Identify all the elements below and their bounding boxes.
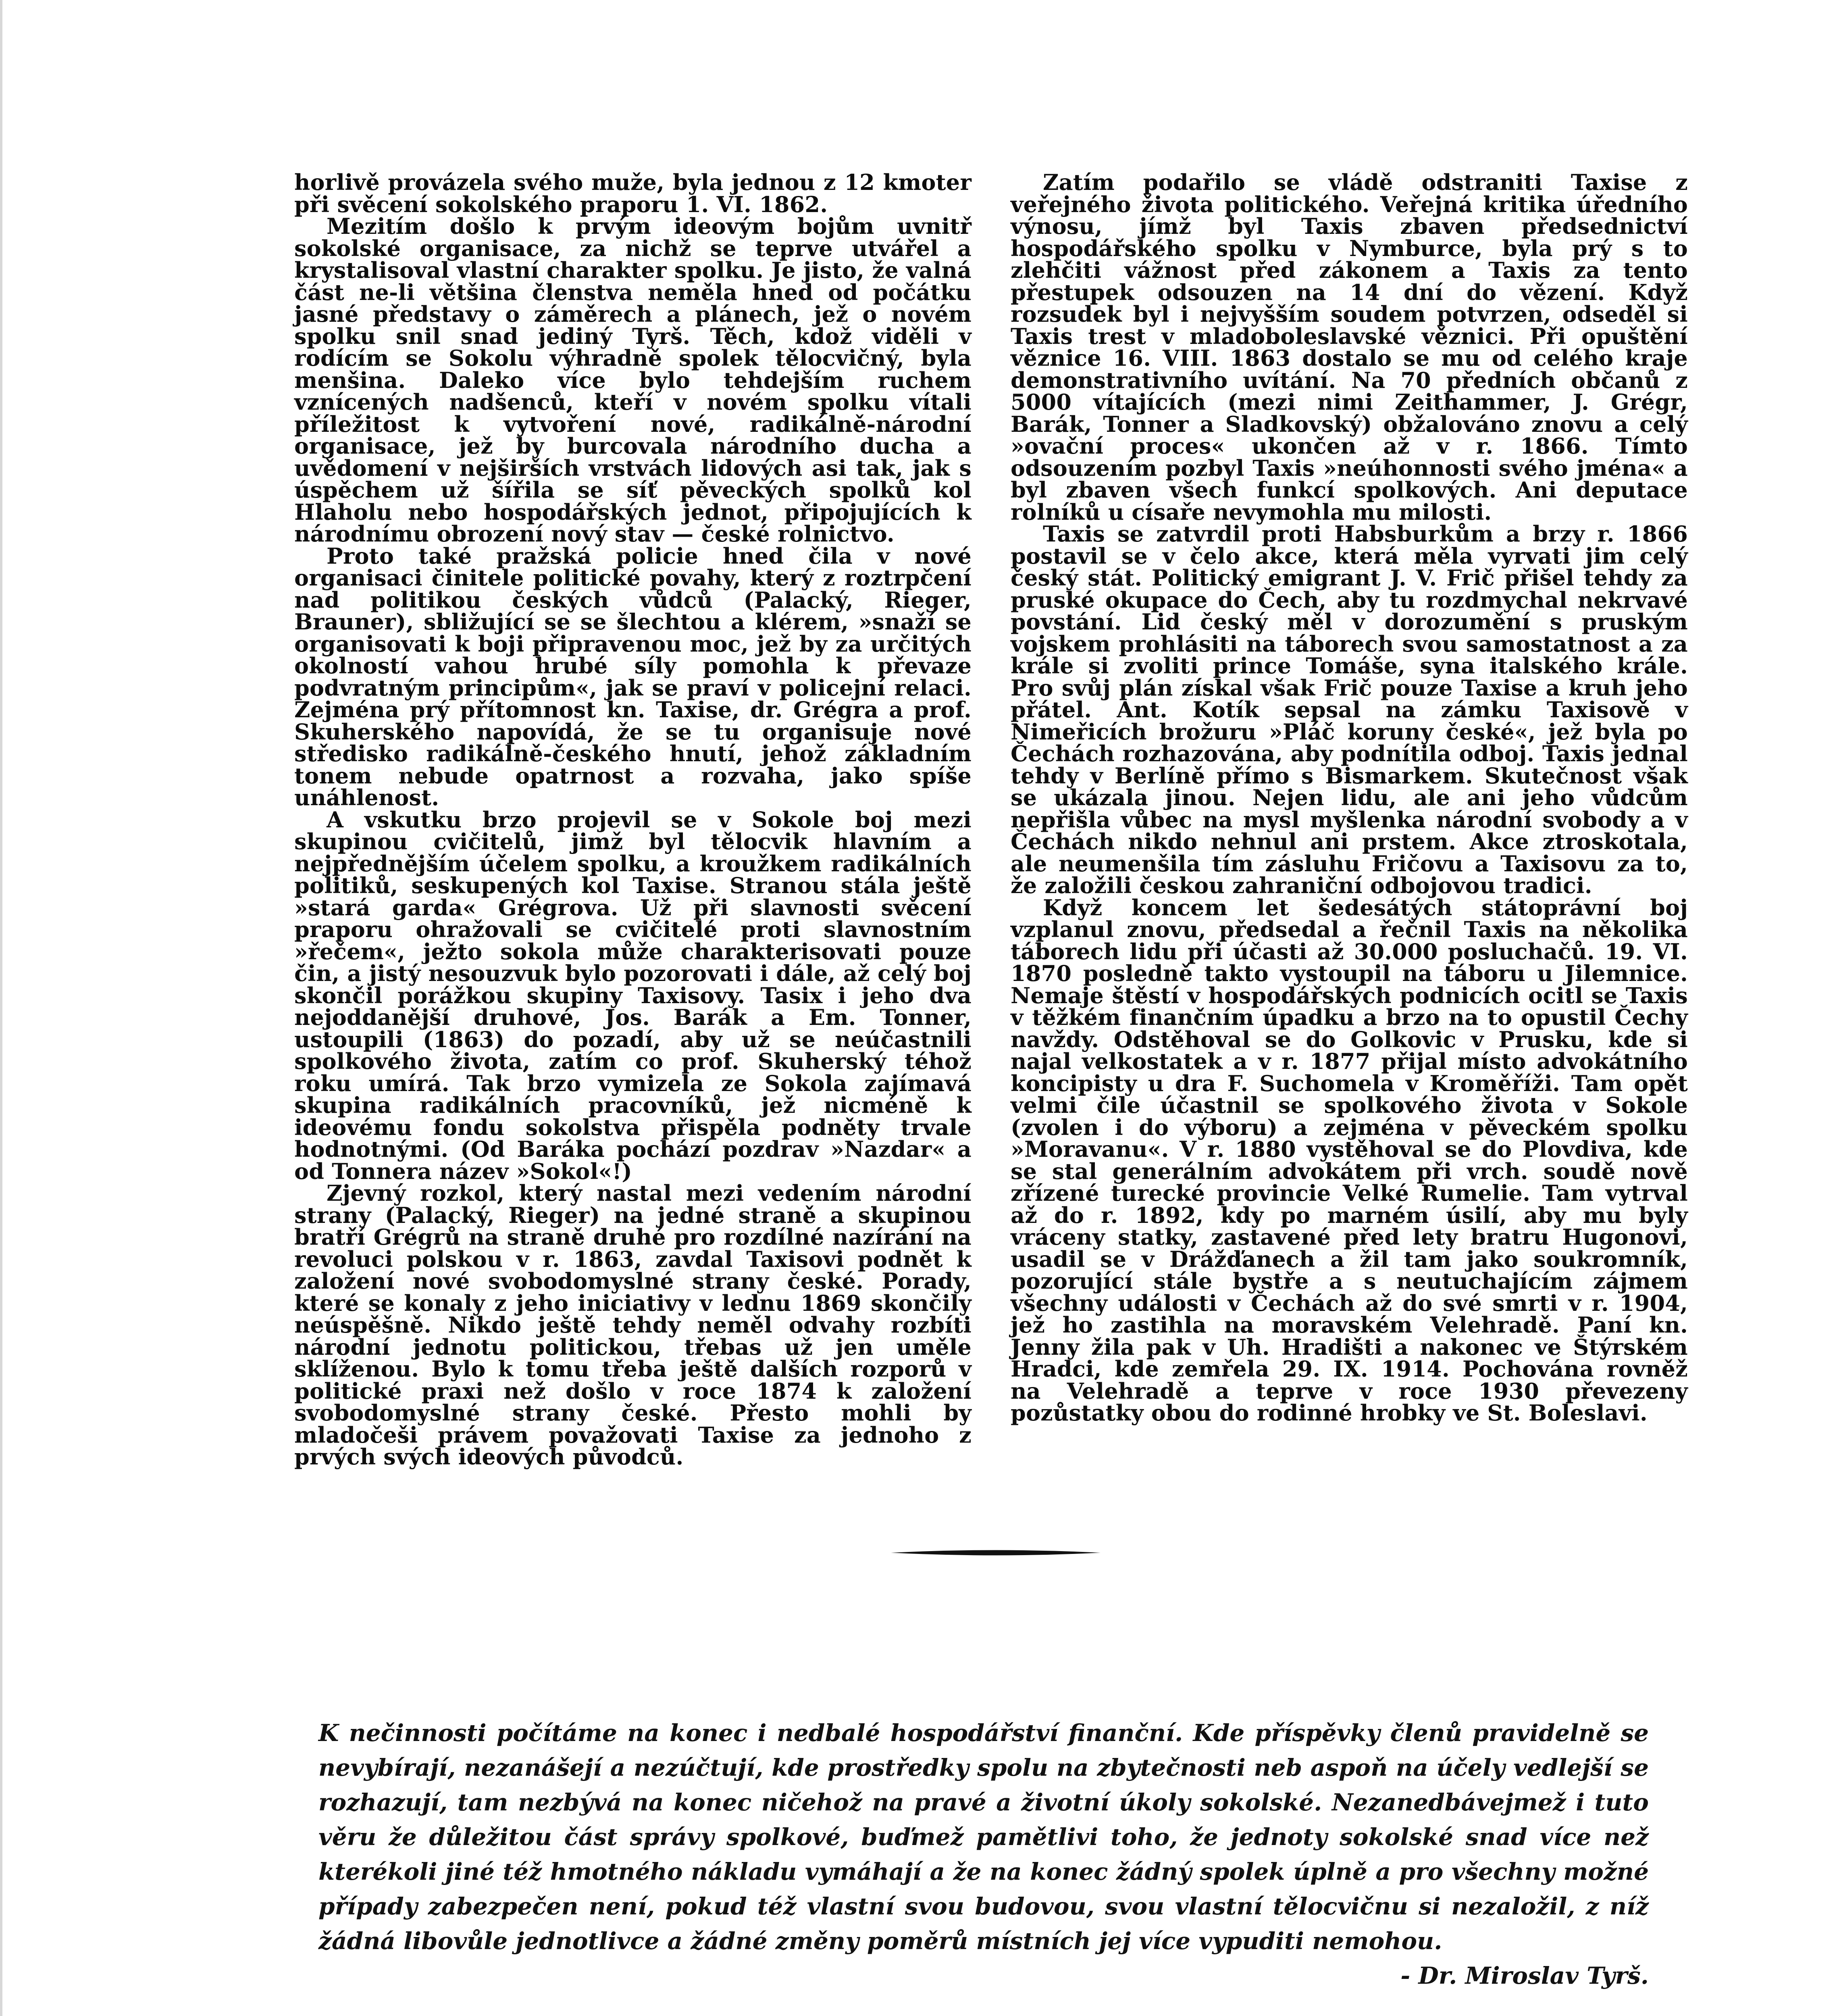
section-divider-ornament bbox=[891, 1549, 1101, 1556]
tyrs-quote bbox=[318, 1716, 1649, 1993]
paragraph: Mezitím došlo k prvým ideovým bojům uvnitř sokolské organisace, za nichž se teprve utvářel a krystalisoval vlastní charakter spolku. Je jisto, že valná část ne-li většina členstva neměla hned od počátku jasné představy o záměrech a plánech, jež o novém spolku snil snad jediný Tyrš. Těch, kdož viděli v rodícím se Sokolu výhradně spolek tělocvičný, byla menšina. Daleko více bylo tehdejším ruchem vznícených nadšenců, kteří v novém spolku vítali příležitost k vytvoření nové, radikálně-národní organisace, jež by burcovala národního ducha a uvědomení v nejširších vrstvách lidových asi tak, jak s úspěchem už šířila se síť pěveckých spolků kol Hlaholu nebo hospodářských jednot, připojujících k národnímu obrození nový stav — české rolnictvo. bbox=[294, 213, 972, 547]
paragraph: Proto také pražská policie hned čila v nové organisaci činitele politické povahy, který z roztrpčení nad politikou českých vůdců (Palacký, Rieger, Brauner), sbližující se se šlechtou a klérem, »snaží se organisovati k boji připravenou moc, jež by za určitých okolností vahou hrubé síly pomohla k převaze podvratným principům«, jak se praví v policejní relaci. Zejména prý přítomnost kn. Taxise, dr. Grégra a prof. Skuherského napovídá, že se tu organisuje nové středisko radikálně-českého hnutí, jehož základním tonem nebude opatrnost a rozvaha, jako spíše unáhlenost. bbox=[294, 543, 972, 810]
paragraph: Zatím podařilo se vládě odstraniti Taxise z veřejného života politického. Veřejná kritika úředního výnosu, jímž byl Taxis zbaven předsednictví hospodářského spolku v Nymburce, byla prý s to zlehčiti vážnost před zákonem a Taxis za tento přestupek odsouzen na 14 dní do vězení. Když rozsudek byl i nejvyšším soudem potvrzen, odseděl si Taxis trest v mladoboleslavské věznici. Při opuštění věznice 16. VIII. 1863 dostalo se mu od celého kraje demonstrativního uvítání. Na 70 předních občanů z 5000 vítajících (mezi nimi Zeithammer, J. Grégr, Barák, Tonner a Sladkovský) obžalováno znovu a celý »ovační proces« ukončen až v r. 1866. Tímto odsouzením pozbyl Taxis »neúhonnosti svého jména« a byl zbaven všech funkcí spolkových. Ani deputace rolníků u císaře nevymohla mu milosti. bbox=[1011, 169, 1688, 525]
quote-text: K nečinnosti počítáme na konec i nedbalé hospodářství finanční. Kde příspěvky členů pravidelně se nevybírají, nezanášejí a nezúčtují, kde prostředky spolu na zbytečnosti neb aspoň na účely vedlejší se rozhazují, tam nezbývá na konec ničehož na pravé a životní úkoly sokolské. Nezanedbávejmež i tuto věru že důležitou část správy spolkové, buďmež pamětlivi toho, že jednoty sokolské snad více než kterékoli jiné též hmotného nákladu vymáhají a že na konec žádný spolek úplně a pro všechny možné případy zabezpečen není, pokud též vlastní svou budovou, svou vlastní tělocvičnu si nezaložil, z níž žádná libovůle jednotlivce a žádné změny poměrů místních jej více vypuditi nemohou. bbox=[318, 1719, 1649, 1955]
right-column bbox=[1011, 171, 1688, 1424]
paragraph: Když koncem let šedesátých státoprávní boj vzplanul znovu, předsedal a řečnil Taxis na několika táborech lidu při účasti až 30.000 posluchačů. 19. VI. 1870 posledně takto vystoupil na táboru u Jilemnice. Nemaje štěstí v hospodářských podnicích ocitl se Taxis v těžkém finančním úpadku a brzo na to opustil Čechy navždy. Odstěhoval se do Golkovic v Prusku, kde si najal velkostatek a v r. 1877 přijal místo advokátního koncipisty u dra F. Suchomela v Kroměříži. Tam opět velmi čile účastnil se spolkového života v Sokole (zvolen i do výboru) a zejména v pěveckém spolku »Moravanu«. V r. 1880 vystěhoval se do Plovdiva, kde se stal generálním advokátem při vrch. soudě nově zřízené turecké provincie Velké Rumelie. Tam vytrval až do r. 1892, kdy po marném úsilí, aby mu byly vráceny statky, zastavené před lety bratru Hugonovi, usadil se v Drážďanech a žil tam jako soukromník, pozorující stále bystře a s neutuchajícím zájmem všechny události v Čechách až do své smrti v r. 1904, jež ho zastihla na moravském Velehradě. Paní kn. Jenny žila pak v Uh. Hradišti a nakonec ve Štýrském Hradci, kde zemřela 29. IX. 1914. Pochována rovněž na Velehradě a teprve v roce 1930 převezeny pozůstatky obou do rodinné hrobky ve St. Boleslavi. bbox=[1011, 894, 1688, 1426]
paragraph: Zjevný rozkol, který nastal mezi vedením národní strany (Palacký, Rieger) na jedné straně a skupinou bratří Grégrů na straně druhé pro rozdílné nazírání na revoluci polskou v r. 1863, zavdal Taxisovi podnět k založení nové svobodomyslné strany české. Porady, které se konaly z jeho iniciativy v lednu 1869 skončily neúspěšně. Nikdo ještě tehdy neměl odvahy rozbíti národní jednotu politickou, třebas už jen uměle sklíženou. Bylo k tomu třeba ještě dalších rozporů v politické praxi než došlo v roce 1874 k založení svobodomyslné strany české. Přesto mohli by mladočeši právem považovati Taxise za jednoho z prvých svých ideových původců. bbox=[294, 1180, 972, 1470]
quote-signature: - Dr. Miroslav Tyrš. bbox=[1400, 1962, 1649, 1989]
paragraph: Taxis se zatvrdil proti Habsburkům a brzy r. 1866 postavil se v čelo akce, která měla vyrvati jim celý český stát. Politický emigrant J. V. Frič přišel tehdy za pruské okupace do Čech, aby tu rozdmychal nekrvavé povstání. Lid český měl v dorozumění s pruským vojskem prohlásiti na táborech svou samostatnost a za krále si zvoliti prince Tomáše, syna italského krále. Pro svůj plán získal však Frič pouze Taxise a kruh jeho přátel. Ant. Kotík sepsal na zámku Taxisově v Nimeřicích brožuru »Pláč koruny české«, jež byla po Čechách rozhazována, aby podnítila odboj. Taxis jednal tehdy v Berlíně přímo s Bismarkem. Skutečnost však se ukázala jinou. Nejen lidu, ale ani jeho vůdcům nepřišla vůbec na mysl myšlenka národní svobody a v Čechách nikdo nehnul ani prstem. Akce ztroskotala, ale neumenšila tím zásluhu Fričovu a Taxisovu za to, že založili českou zahraniční odbojovou tradici. bbox=[1011, 521, 1688, 898]
paragraph: horlivě provázela svého muže, byla jednou z 12 kmoter při svěcení sokolského praporu 1. VI. 1862. bbox=[294, 169, 972, 217]
paragraph: A vskutku brzo projevil se v Sokole boj mezi skupinou cvičitelů, jimž byl tělocvik hlavním a nejpřednějším účelem spolku, a kroužkem radikálních politiků, seskupených kol Taxise. Stranou stála ještě »stará garda« Grégrova. Už při slavnosti svěcení praporu ohražovali se cvičitelé proti slavnostním »řečem«, ježto sokola může charakterisovati pouze čin, a jistý nesouzvuk bylo pozorovati i dále, až celý boj skončil porážkou skupiny Taxisovy. Tasix i jeho dva nejoddanější druhové, Jos. Barák a Em. Tonner, ustoupili (1863) do pozadí, aby už se neúčastnili spolkového života, zatím co prof. Skuherský téhož roku umírá. Tak brzo vymizela ze Sokola zajímavá skupina radikálních pracovníků, jež nicméně k ideovému fondu sokolstva přispěla podněty trvale hodnotnými. (Od Baráka pochází pozdrav »Nazdar« a od Tonnera název »Sokol«!) bbox=[294, 806, 972, 1184]
left-column bbox=[294, 171, 972, 1468]
